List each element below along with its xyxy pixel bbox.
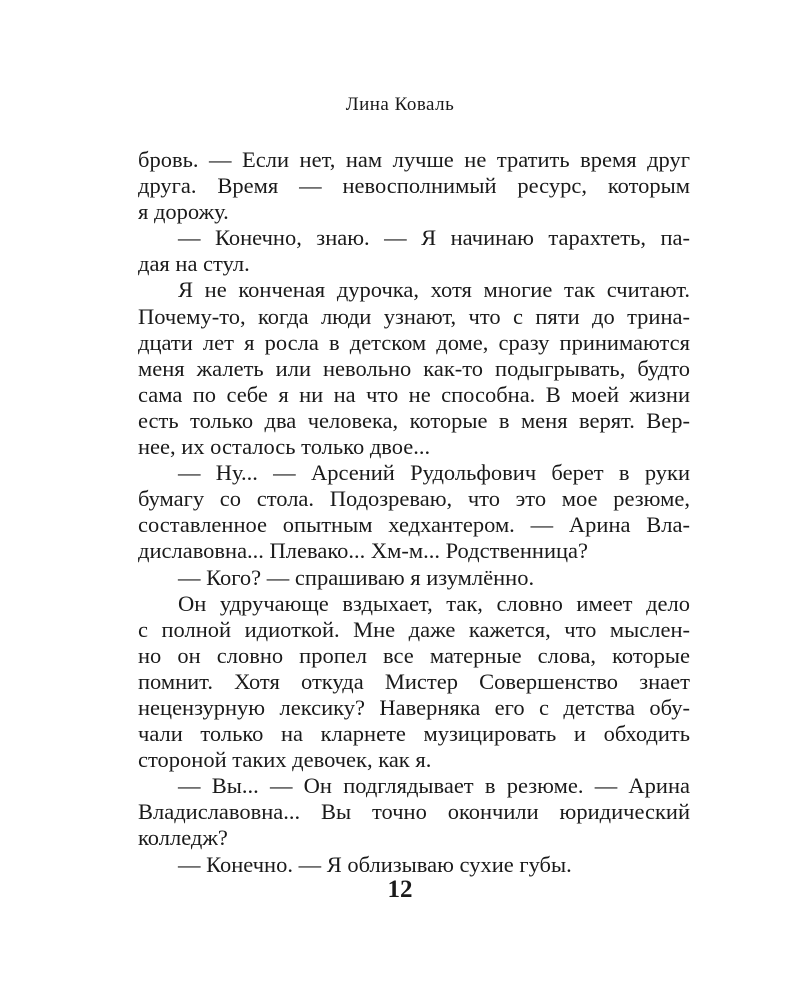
text-line: нее, их осталось только двое...: [138, 434, 431, 460]
text-line: я дорожу.: [138, 199, 229, 225]
text-line: диславовна... Плевако... Хм-м... Родственница?: [138, 538, 589, 564]
text-line: бумагу со стола. Подозреваю, что это мое резюме,: [138, 486, 690, 512]
text-line: с полной идиоткой. Мне даже кажется, что мыслен-: [138, 616, 690, 642]
text-line: меня жалеть или невольно как-то подыгрывать, будто: [138, 355, 690, 381]
text-line: Владиславовна... Вы точно окончили юридический: [138, 799, 690, 825]
text-line: Он удручающе вздыхает, так, словно имеет дело: [178, 590, 690, 616]
text-line: но он словно пропел все матерные слова, которые: [138, 642, 690, 668]
text-line: — Кого? — спрашиваю я изумлённо.: [178, 564, 535, 590]
text-line: друга. Время — невосполнимый ресурс, которым: [138, 173, 690, 199]
text-line: есть только два человека, которые в меня верят. Вер-: [138, 407, 690, 433]
text-line: стороной таких девочек, как я.: [138, 747, 432, 773]
text-line: — Конечно, знаю. — Я начинаю тарахтеть, па-: [178, 225, 690, 251]
text-line: Почему-то, когда люди узнают, что с пяти до трина-: [138, 303, 690, 329]
text-line: сама по себе я ни на что не способна. В моей жизни: [138, 381, 690, 407]
text-line: — Ну... — Арсений Рудольфович берет в руки: [178, 460, 690, 486]
text-line: колледж?: [138, 825, 228, 851]
running-header-author: Лина Коваль: [345, 94, 455, 115]
text-line: дцати лет я росла в детском доме, сразу принимаются: [138, 329, 690, 355]
text-line: — Вы... — Он подглядывает в резюме. — Арина: [178, 773, 690, 799]
text-line: помнит. Хотя откуда Мистер Совершенство знает: [138, 668, 690, 694]
text-line: — Конечно. — Я облизываю сухие губы.: [178, 851, 572, 877]
text-line: бровь. — Если нет, нам лучше не тратить время друг: [138, 147, 690, 172]
text-line: нецензурную лексику? Наверняка его с детства обу-: [138, 694, 690, 720]
page-number: 12: [387, 876, 413, 903]
text-line: чали только на кларнете музицировать и обходить: [138, 721, 690, 747]
body-text: [138, 147, 690, 878]
text-line: составленное опытным хедхантером. — Арина Вла-: [138, 512, 690, 538]
text-line: Я не конченая дурочка, хотя многие так считают.: [178, 277, 690, 303]
text-line: дая на стул.: [138, 251, 250, 277]
